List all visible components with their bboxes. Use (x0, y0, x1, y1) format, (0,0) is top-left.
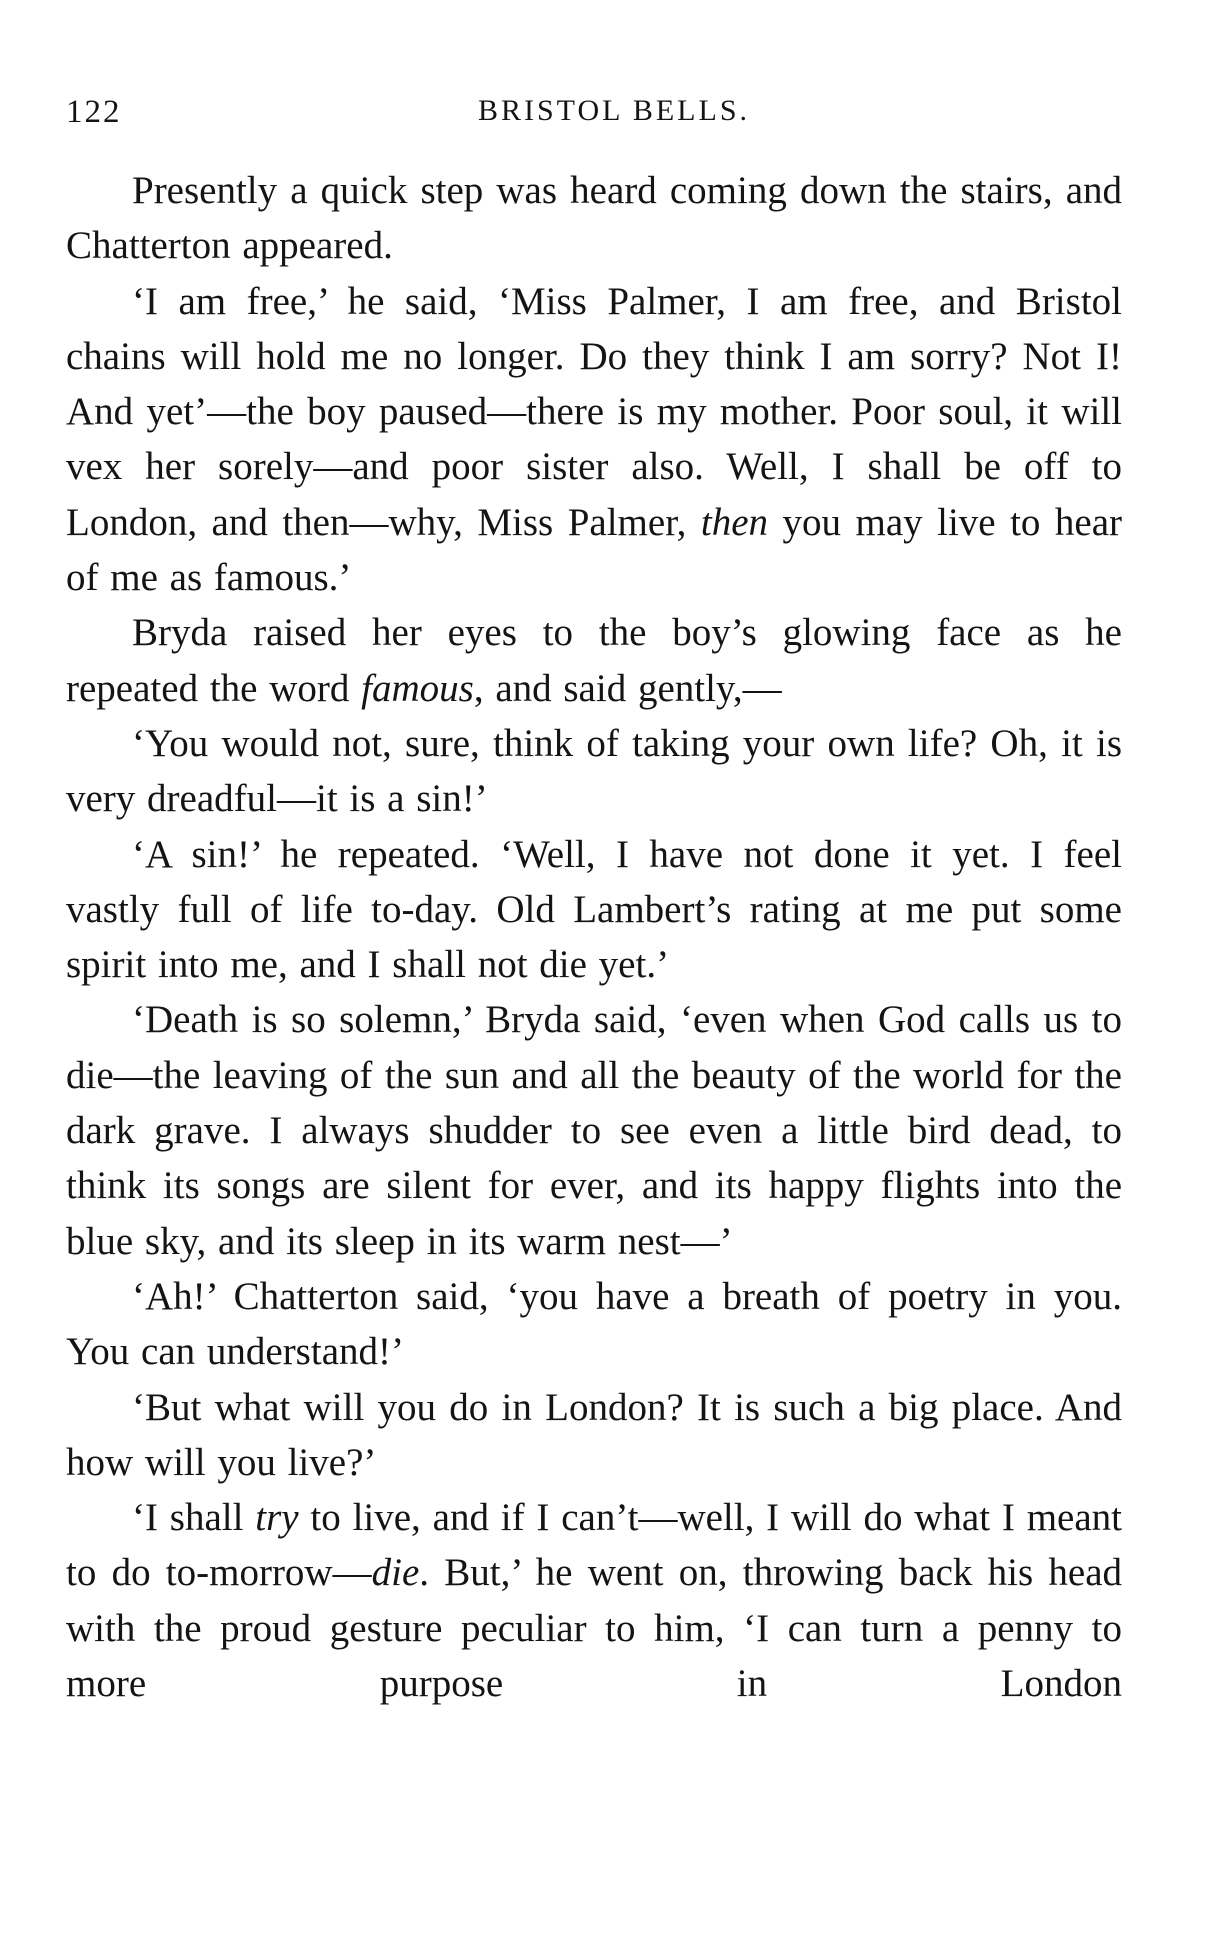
body-text (66, 163, 1122, 1711)
page-header (66, 94, 1122, 134)
running-title: BRISTOL BELLS. (477, 94, 751, 127)
paragraph: ‘I shall try to live, and if I can’t—well, I will do what I meant to do to-morrow—die. But,’ he went on, throwing back his head with the proud gesture peculiar to him, ‘I can turn a penny to more purpose in London (66, 1496, 1123, 1706)
paragraph: ‘Ah!’ Chatterton said, ‘you have a breath of poetry in you. You can understand!’ (66, 1274, 1122, 1374)
paragraph: ‘I am free,’ he said, ‘Miss Palmer, I am free, and Bristol chains will hold me no longer. Do they think I am sorry? Not I! And yet’—the boy paused—there is my mother. Poor soul, it will vex her sorely—and poor sister also. Well, I shall be off to London, and then—why, Miss Palmer, then you may live to hear of me as famous.’ (66, 279, 1122, 600)
italic-text: famous (361, 666, 474, 710)
paragraph: ‘A sin!’ he repeated. ‘Well, I have not done it yet. I feel vastly full of life to-day. Old Lambert’s rating at me put some spirit into me, and I shall not die yet.’ (66, 832, 1122, 987)
paragraph: ‘But what will you do in London? It is such a big place. And how will you live?’ (66, 1385, 1122, 1484)
page-number: 122 (66, 94, 122, 130)
italic-text: then (700, 500, 769, 544)
paragraph: Presently a quick step was heard coming down the stairs, and Chatterton appeared. (66, 169, 1122, 268)
paragraph: ‘Death is so solemn,’ Bryda said, ‘even when God calls us to die—the leaving of the sun and all the beauty of the world for the dark grave. I always shudder to see even a little bird dead, to think its songs are silent for ever, and its happy flights into the blue sky, and its sleep in its warm nest—’ (66, 998, 1122, 1263)
paragraph: Bryda raised her eyes to the boy’s glowing face as he repeated the word famous, and said gently,— (66, 611, 1122, 710)
italic-text: die (371, 1551, 420, 1595)
paragraph: ‘You would not, sure, think of taking your own life? Oh, it is very dreadful—it is a sin!’ (66, 721, 1122, 821)
italic-text: try (255, 1496, 299, 1540)
